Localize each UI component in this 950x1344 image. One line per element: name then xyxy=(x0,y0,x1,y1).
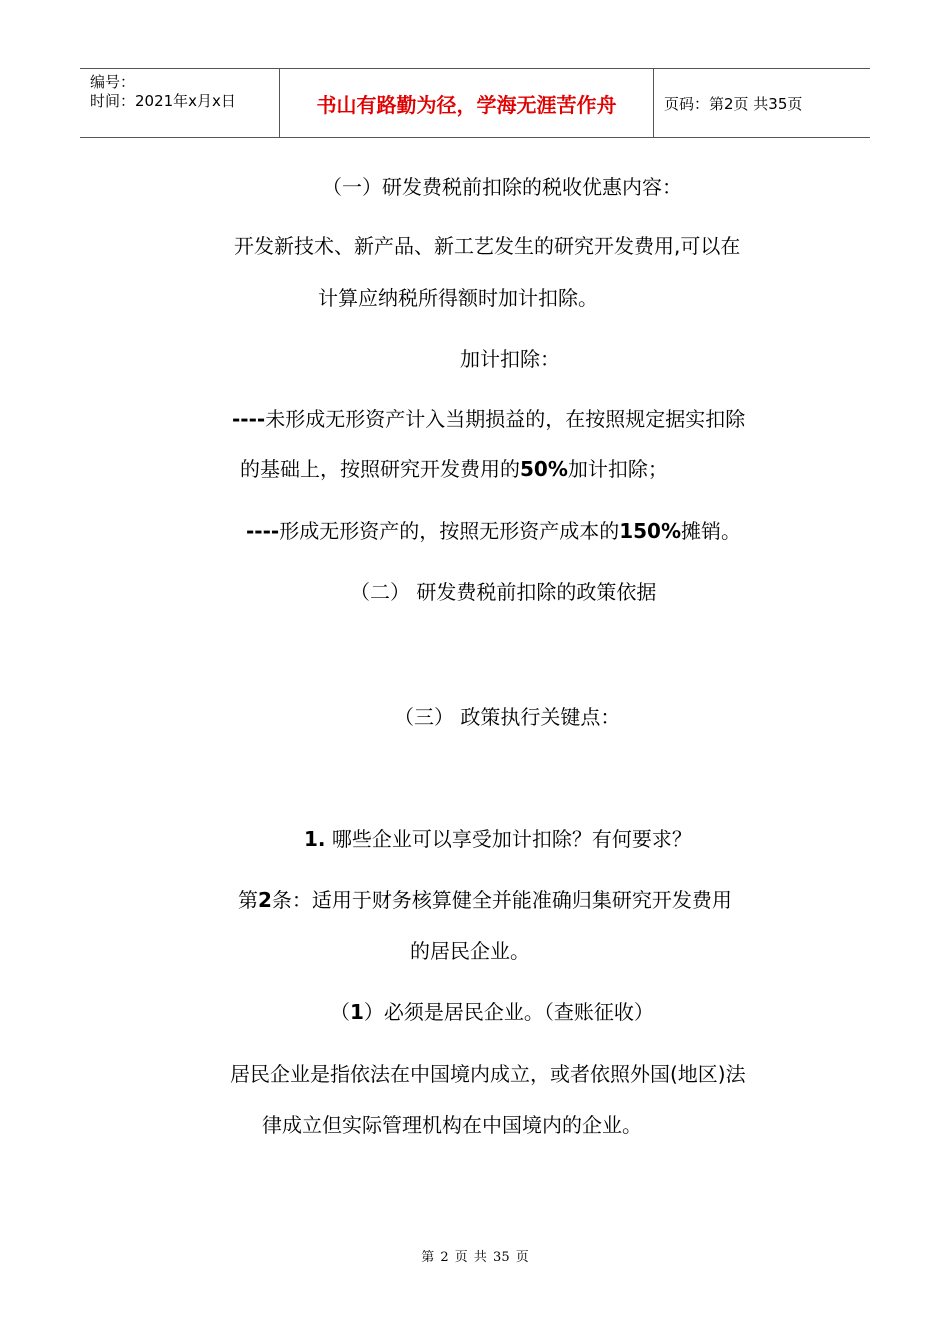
paragraph-line: 律成立但实际管理机构在中国境内的企业。 xyxy=(262,1113,642,1137)
header-motto: 书山有路勤为径，学海无涯苦作舟 xyxy=(280,69,654,137)
text-span: （ xyxy=(330,1000,350,1024)
item-number: 1 xyxy=(350,1000,364,1024)
paragraph-line: 计算应纳税所得额时加计扣除。 xyxy=(318,286,598,310)
page-footer: 第 2 页 共 35 页 xyxy=(421,1250,529,1265)
dash-marker: ---- xyxy=(232,407,266,431)
text-span: ）必须是居民企业。（查账征收） xyxy=(363,1000,654,1024)
text-span: 加计扣除； xyxy=(567,457,668,481)
question-number: 1. xyxy=(304,827,326,851)
text-span: 未形成无形资产计入当期损益的，在按照规定据实扣除 xyxy=(265,407,746,431)
text-span: 的基础上，按照研究开发费用的 xyxy=(240,457,520,481)
subheading: 加计扣除： xyxy=(460,347,560,371)
text-span: 第 xyxy=(238,888,258,912)
percent-value: 50% xyxy=(520,457,568,481)
paragraph-line: 开发新技术、新产品、新工艺发生的研究开发费用,可以在 xyxy=(234,234,741,258)
paragraph-line: 的居民企业。 xyxy=(410,939,530,963)
text-span: 摊销。 xyxy=(681,519,741,543)
section-heading-2: （二） 研发费税前扣除的政策依据 xyxy=(350,580,657,604)
section-heading-1: （一）研发费税前扣除的税收优惠内容： xyxy=(322,175,682,199)
paragraph-line: 居民企业是指依法在中国境内成立，或者依照外国(地区)法 xyxy=(230,1062,746,1086)
dash-marker: ---- xyxy=(246,519,280,543)
paragraph-line xyxy=(232,406,745,432)
text-span: 条：适用于财务核算健全并能准确归集研究开发费用 xyxy=(271,888,732,912)
article-number: 2 xyxy=(258,888,272,912)
paragraph-line xyxy=(246,518,741,544)
page-header xyxy=(80,68,870,138)
text-span: 哪些企业可以享受加计扣除？有何要求？ xyxy=(325,827,692,851)
time-label: 时间：2021年x月x日 xyxy=(90,92,236,110)
percent-value: 150% xyxy=(619,519,681,543)
question-heading xyxy=(304,826,692,852)
paragraph-line xyxy=(240,456,668,482)
number-label: 编号： xyxy=(90,73,136,91)
section-heading-3: （三） 政策执行关键点： xyxy=(394,705,621,729)
paragraph-line xyxy=(330,999,654,1025)
paragraph-line xyxy=(238,887,732,913)
text-span: 形成无形资产的，按照无形资产成本的 xyxy=(279,519,620,543)
header-meta xyxy=(80,69,280,137)
header-page-label: 页码：第2页 共35页 xyxy=(664,94,803,113)
